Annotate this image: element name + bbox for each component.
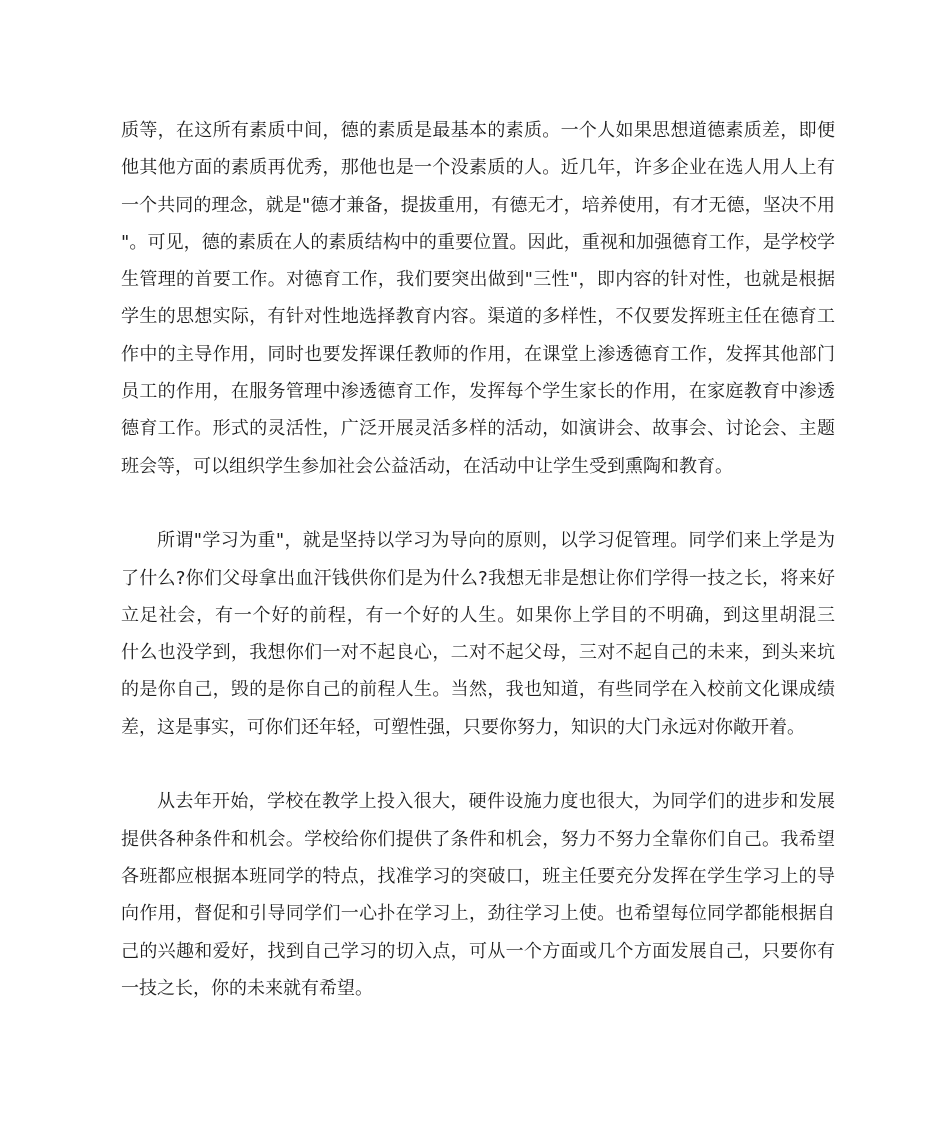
paragraph-2 (121, 522, 835, 746)
text-line: 了什么?你们父母拿出血汗钱供你们是为什么?我想无非是想让你们学得一技之长，将来好 (121, 567, 835, 589)
text-line: 质等，在这所有素质中间，德的素质是最基本的素质。一个人如果思想道德素质差，即便 (121, 120, 835, 141)
text-line: 向作用，督促和引导同学们一心扑在学习上，劲往学习上使。也希望每位同学都能根据自 (121, 903, 835, 925)
document-body (121, 112, 835, 1007)
text-line: 各班都应根据本班同学的特点，找准学习的突破口，班主任要充分发挥在学生学习上的导 (121, 865, 835, 887)
text-line: 己的兴趣和爱好，找到自己学习的切入点，可从一个方面或几个方面发展自己，只要你有 (121, 940, 835, 962)
text-line: 他其他方面的素质再优秀，那他也是一个没素质的人。近几年，许多企业在选人用人上有 (121, 157, 835, 179)
text-line: 一技之长，你的未来就有希望。 (121, 977, 373, 999)
text-line: 所谓"学习为重"，就是坚持以学习为导向的原则，以学习促管理。同学们来上学是为 (157, 530, 835, 552)
text-line: 德育工作。形式的灵活性，广泛开展灵活多样的活动，如演讲会、故事会、讨论会、主题 (121, 418, 835, 440)
text-line: 员工的作用，在服务管理中渗透德育工作，发挥每个学生家长的作用，在家庭教育中渗透 (121, 381, 835, 403)
text-line: 班会等，可以组织学生参加社会公益活动，在活动中让学生受到熏陶和教育。 (121, 455, 733, 477)
paragraph-1 (121, 112, 835, 485)
text-line: "。可见，德的素质在人的素质结构中的重要位置。因此，重视和加强德育工作，是学校学 (121, 231, 835, 253)
text-line: 作中的主导作用，同时也要发挥课任教师的作用，在课堂上渗透德育工作，发挥其他部门 (121, 343, 835, 365)
paragraph-3 (121, 783, 835, 1007)
text-line: 的是你自己，毁的是你自己的前程人生。当然，我也知道，有些同学在入校前文化课成绩 (121, 679, 835, 701)
text-line: 学生的思想实际，有针对性地选择教育内容。渠道的多样性，不仅要发挥班主任在德育工 (121, 306, 835, 328)
text-line: 立足社会，有一个好的前程，有一个好的人生。如果你上学目的不明确，到这里胡混三 (121, 604, 835, 626)
text-line: 提供各种条件和机会。学校给你们提供了条件和机会，努力不努力全靠你们自己。我希望 (121, 828, 835, 850)
text-line: 差，这是事实，可你们还年轻，可塑性强，只要你努力，知识的大门永远对你敞开着。 (121, 716, 805, 738)
text-line: 生管理的首要工作。对德育工作，我们要突出做到"三性"，即内容的针对性，也就是根据 (121, 269, 835, 291)
text-line: 什么也没学到，我想你们一对不起良心，二对不起父母，三对不起自己的未来，到头来坑 (121, 642, 835, 664)
text-line: 从去年开始，学校在教学上投入很大，硬件设施力度也很大，为同学们的进步和发展 (157, 791, 835, 813)
text-line: 一个共同的理念，就是"德才兼备，提拔重用，有德无才，培养使用，有才无德，坚决不用 (121, 194, 835, 216)
